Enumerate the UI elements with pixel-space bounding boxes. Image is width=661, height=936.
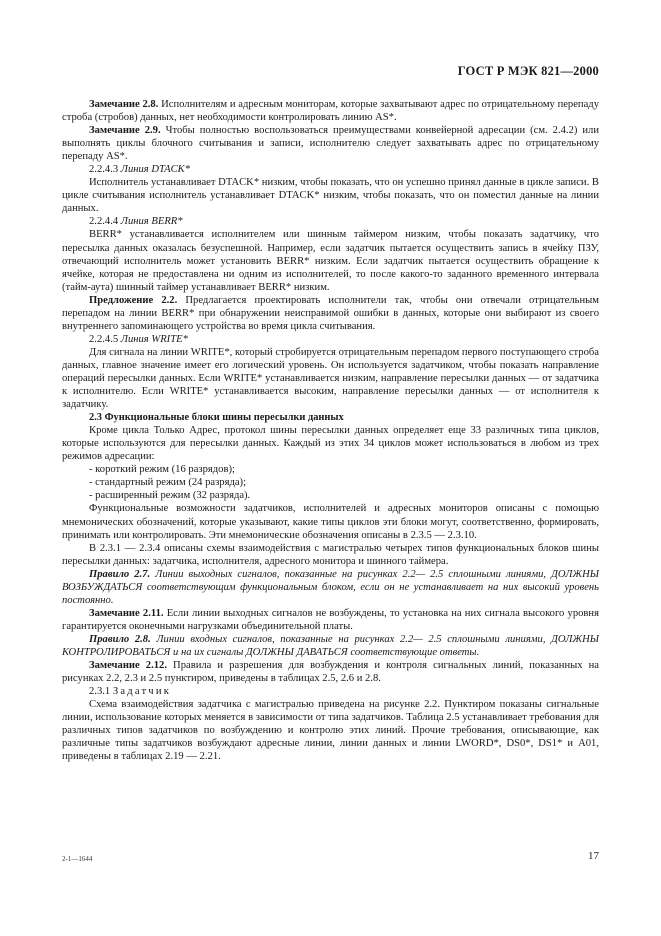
rule-label: Правило 2.8. — [89, 633, 151, 645]
section-2-2-4-5-heading — [62, 333, 599, 346]
paragraph-master: Схема взаимодействия задатчика с магистралью приведена на рисунке 2.2. Пунктиром показаны сигнальные линии, использование которых меняется в зависимости от типа задатчиков. Таблица 2.5 устанавливает требования для различных типов задатчиков по возбуждению и контролю этих линий. Прочие требования, описывающие, как различные типы задатчиков возбуждают адресные линии, линии данных и линии LWORD*, DS0*, DS1* и A01, приведены в таблицах 2.19 — 2.21. — [62, 699, 599, 763]
note-label: Замечание 2.9. — [89, 125, 161, 137]
section-number: 2.2.4.3 — [89, 164, 121, 176]
note-2-8 — [62, 98, 599, 124]
section-number: 2.2.4.5 — [89, 333, 121, 345]
paragraph-write: Для сигнала на линии WRITE*, который стробируется отрицательным перепадом первого поступающего строба данных, главное значение имеет его логический уровень. Он используется задатчиком, чтобы показать направление операций пересылки данных. Если WRITE* устанавливается низким, направление пересылки данных — от задатчика к исполнителю. Если WRITE* устанавливается высоким, направление пересылки данных — от исполнителя к задатчику. — [62, 346, 599, 411]
note-2-12 — [62, 659, 599, 685]
section-2-3-1-heading — [62, 685, 599, 698]
note-text: Если линии выходных сигналов не возбуждены, то установка на них сигнала высокого уровня гарантируется оконечными нагрузками объединительной платы. — [62, 607, 599, 632]
note-2-9 — [62, 124, 599, 163]
rule-2-7 — [62, 568, 599, 607]
proposal-2-2 — [62, 294, 599, 333]
note-text: Правила и разрешения для возбуждения и контроля сигнальных линий, показанных на рисунках 2.2, 2.3 и 2.5 пунктиром, приведены в таблицах 2.5, 2.6 и 2.8. — [62, 660, 599, 685]
section-title: Задатчик — [112, 686, 172, 698]
print-code: 2-1—1644 — [62, 855, 93, 863]
section-2-2-4-4-heading — [62, 215, 599, 228]
section-number: 2.3.1 — [89, 686, 113, 698]
list-item: - короткий режим (16 разрядов); — [89, 464, 235, 476]
proposal-text: Предлагается проектировать исполнители так, чтобы они отвечали отрицательным перепадом на линии BERR* при обнаружении неисправимой ошибки в данных, которые они выбирают из своего внутреннего запоминающего устройства во время цикла считывания. — [62, 294, 599, 332]
paragraph-mnemonics: Функциональные возможности задатчиков, исполнителей и адресных мониторов описаны с помощью мнемонических обозначений, которые указывают, какие типы циклов эти блоки могут, соответственно, формировать, принимать или контролировать. Эти мнемонические обозначения описаны в 2.3.5 — 2.3.10. — [62, 503, 599, 541]
section-2-2-4-3-heading — [62, 163, 599, 176]
document-header: ГОСТ Р МЭК 821—2000 — [457, 64, 599, 78]
paragraph-berr: BERR* устанавливается исполнителем или шинным таймером низким, чтобы показать задатчику, что пересылка данных оказалась безуспешной. Например, если задатчик пытается осуществить запись в ячейку ПЗУ, отвечающий исполнитель может установить BERR* низким. Если задатчик пытается осуществить обращение к ячейке, которая не предоставлена ни одним из исполнителей, то после какого-то заданного временного интервала (тайм-аута) шинный таймер устанавливает BERR* низким. — [62, 229, 599, 293]
note-label: Замечание 2.12. — [89, 660, 167, 672]
proposal-label: Предложение 2.2. — [89, 294, 178, 306]
list-item: - расширенный режим (32 разряда). — [89, 490, 251, 502]
section-title: Линия WRITE* — [120, 333, 188, 345]
rule-text: Линии выходных сигналов, показанные на рисунках 2.2— 2.5 сплошными линиями, ДОЛЖНЫ ВОЗБУЖДАТЬСЯ соответствующим функциональным блоком, если он не устанавливает на них высокий уровень постоянно. — [62, 568, 599, 606]
paragraph-schemes: В 2.3.1 — 2.3.4 описаны схемы взаимодействия с магистралью четырех типов функциональных блоков шины пересылки данных: задатчика, исполнителя, адресного монитора и шинного таймера. — [62, 542, 599, 567]
section-2-3-heading: 2.3 Функциональные блоки шины пересылки данных — [89, 412, 344, 424]
rule-2-8 — [62, 633, 599, 659]
page-body — [62, 98, 599, 763]
note-label: Замечание 2.8. — [89, 99, 159, 110]
paragraph-dtack: Исполнитель устанавливает DTACK* низким, чтобы показать, что он успешно принял данные в цикле записи. В цикле считывания исполнитель устанавливает DTACK* низким, чтобы показать, что он поместил данные на линии данных. — [62, 177, 599, 215]
paragraph-cycles: Кроме цикла Только Адрес, протокол шины пересылки данных определяет еще 33 различных типа циклов, которые используются для пересылки данных. Каждый из этих 34 циклов может использоваться в любом из трех режимов адресации: — [62, 425, 599, 463]
note-label: Замечание 2.11. — [89, 607, 164, 619]
list-item: - стандартный режим (24 разряда); — [89, 477, 247, 489]
note-text: Чтобы полностью воспользоваться преимуществами конвейерной адресации (см. 2.4.2) или выполнять циклы блочного считывания и записи, исполнителю следует захватывать адрес по отрицательному перепаду AS*. — [62, 125, 600, 163]
rule-text: Линии входных сигналов, показанные на рисунках 2.2— 2.5 сплошными линиями, ДОЛЖНЫ КОНТРОЛИРОВАТЬСЯ и на их сигналы ДОЛЖНЫ ДАВАТЬСЯ соответствующие ответы. — [62, 633, 599, 658]
rule-label: Правило 2.7. — [89, 568, 151, 580]
section-number: 2.2.4.4 — [89, 216, 121, 228]
note-text: Исполнителям и адресным мониторам, которые захватывают адрес по отрицательному перепаду строба (стробов) данных, нет необходимости контролировать линию AS*. — [62, 99, 599, 124]
note-2-11 — [62, 607, 599, 633]
section-title: Линия BERR* — [120, 216, 183, 228]
section-title: Линия DTACK* — [120, 164, 191, 176]
page-number: 17 — [588, 850, 599, 862]
